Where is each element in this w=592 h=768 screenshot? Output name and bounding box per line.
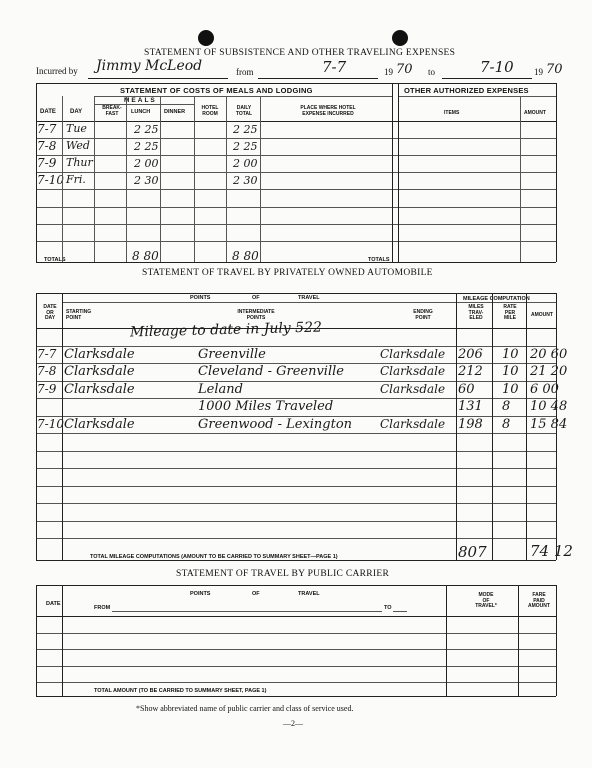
- auto-col-ending: ENDING POINT: [413, 309, 433, 321]
- meal-row-lunch: 2 30: [134, 174, 159, 188]
- auto-total-amount: 74 12: [530, 542, 573, 560]
- auto-note-row: Mileage to date in July 522: [129, 319, 323, 341]
- mileage-computation-label: MILEAGE COMPUTATION: [463, 296, 530, 302]
- auto-row-miles: 60: [458, 381, 475, 397]
- grid-vline: [160, 96, 161, 262]
- grid-vline: [556, 293, 557, 560]
- carrier-row-line: [36, 649, 556, 650]
- meal-row-line: [36, 224, 556, 225]
- meal-row-line: [36, 138, 556, 139]
- auto-row-amount: 15 84: [530, 416, 568, 432]
- auto-row-date: 7-7: [37, 346, 57, 361]
- grid-vline: [36, 585, 37, 696]
- meal-row-day: Tue: [66, 122, 87, 135]
- to-value: 7-10: [480, 58, 514, 76]
- grid-vline: [94, 96, 95, 262]
- other-expenses-heading: OTHER AUTHORIZED EXPENSES: [404, 86, 529, 95]
- auto-row-rate: 8: [502, 416, 511, 432]
- meal-row-total: 2 00: [233, 157, 258, 171]
- carrier-row-line: [36, 666, 556, 667]
- meal-row-line: [36, 189, 556, 190]
- col-breakfast: BREAK- FAST: [102, 105, 122, 117]
- grid-vline: [226, 96, 227, 262]
- year-value-2: 70: [546, 62, 563, 77]
- carrier-header-bottom: [36, 616, 556, 617]
- grid-vline: [62, 96, 63, 262]
- grid-vline: [398, 83, 399, 262]
- meals-bottom-border: [36, 262, 556, 263]
- auto-col-miles: MILES TRAV- ELED: [468, 304, 484, 322]
- to-underline: [442, 78, 532, 79]
- auto-row-rate: 10: [502, 346, 519, 362]
- to-label: to: [428, 67, 436, 77]
- auto-bottom-border: [36, 560, 556, 561]
- auto-row-start: Clarksdale: [64, 381, 135, 397]
- meal-row-total: 2 25: [233, 123, 258, 136]
- auto-row-amount: 6 00: [530, 381, 559, 397]
- auto-row-mid: Greenwood - Lexington: [198, 416, 353, 432]
- from-underline: [258, 78, 378, 79]
- grid-vline: [36, 83, 37, 262]
- meal-row-lunch: 2 25: [134, 123, 159, 136]
- auto-row-amount: 21 20: [530, 364, 568, 379]
- col-hotel-room: HOTEL ROOM: [201, 105, 219, 117]
- other-subhead-line: [398, 96, 556, 97]
- meal-row-line: [36, 172, 556, 173]
- col-daily-total: DAILY TOTAL: [235, 105, 253, 117]
- auto-row-date: 7-10: [37, 416, 64, 431]
- carrier-from-label: FROM: [94, 605, 111, 611]
- auto-col-amount: AMOUNT: [531, 312, 553, 318]
- auto-row-miles: 206: [458, 346, 483, 362]
- auto-row-line: [36, 468, 556, 469]
- auto-row-miles: 131: [458, 399, 483, 414]
- carrier-date-label: DATE: [46, 601, 61, 607]
- grid-vline: [556, 83, 557, 262]
- grid-vline: [62, 293, 63, 560]
- meal-row-lunch: 2 25: [134, 140, 159, 154]
- grid-vline: [518, 585, 519, 696]
- meals-top-border: [36, 83, 556, 84]
- carrier-row-line: [36, 682, 556, 683]
- footnote: *Show abbreviated name of public carrier and class of service used.: [136, 704, 354, 713]
- punch-hole-left: [198, 30, 214, 46]
- auto-row-amount: 20 60: [530, 346, 568, 362]
- auto-row-miles: 198: [458, 416, 483, 432]
- grid-vline: [520, 96, 521, 262]
- carrier-mode-label: MODE OF TRAVEL*: [475, 592, 497, 610]
- auto-row-miles: 212: [458, 364, 483, 379]
- auto-row-rate: 10: [502, 381, 519, 397]
- grid-vline: [36, 293, 37, 560]
- auto-row-start: Clarksdale: [64, 416, 135, 432]
- auto-row-end: Clarksdale: [380, 416, 446, 431]
- grid-vline: [126, 96, 127, 262]
- meal-row-date: 7-9: [37, 156, 57, 171]
- carrier-total-label: TOTAL AMOUNT (TO BE CARRIED TO SUMMARY SHEET, PAGE 1): [94, 688, 267, 694]
- col-place: PLACE WHERE HOTEL EXPENSE INCURRED: [300, 105, 356, 117]
- grid-vline: [260, 96, 261, 262]
- carrier-to-underline: [393, 611, 407, 612]
- meal-row-day: Wed: [66, 139, 90, 153]
- col-day: DAY: [70, 109, 83, 115]
- auto-heading: STATEMENT OF TRAVEL BY PRIVATELY OWNED AUTOMOBILE: [142, 268, 433, 278]
- grid-vline: [556, 585, 557, 696]
- lunch-total: 8 80: [132, 249, 159, 263]
- col-date: DATE: [40, 109, 56, 115]
- carrier-of-label: OF: [252, 591, 260, 597]
- auto-row-end: Clarksdale: [380, 381, 446, 396]
- page-number: —2—: [283, 719, 303, 728]
- grid-vline: [492, 293, 493, 560]
- auto-row-line: [36, 486, 556, 487]
- form-title: STATEMENT OF SUBSISTENCE AND OTHER TRAVELING EXPENSES: [144, 48, 456, 58]
- auto-row-mid: Cleveland - Greenville: [198, 364, 344, 379]
- auto-row-amount: 10 48: [530, 399, 568, 414]
- auto-row-line: [36, 433, 556, 434]
- daily-total-sum: 8 80: [232, 249, 259, 263]
- carrier-from-underline: [112, 611, 382, 612]
- incurred-by-value: Jimmy McLeod: [96, 58, 203, 74]
- auto-total-miles: 807: [458, 543, 487, 561]
- auto-row-rate: 8: [502, 399, 511, 414]
- auto-travel-label: TRAVEL: [298, 295, 320, 301]
- auto-row-line: [36, 521, 556, 522]
- meal-row-date: 7-10: [37, 173, 64, 188]
- carrier-top-border: [36, 585, 556, 586]
- auto-row-date: 7-9: [37, 381, 57, 396]
- grid-vline: [392, 83, 393, 262]
- auto-col-rate: RATE PER MILE: [503, 304, 517, 322]
- year-prefix-2: 19: [534, 67, 543, 77]
- auto-row-line: [36, 503, 556, 504]
- meal-row-day: Fri.: [66, 173, 86, 187]
- meal-row-date: 7-7: [37, 122, 57, 136]
- grid-vline: [446, 585, 447, 696]
- from-label: from: [236, 67, 254, 77]
- meals-heading: STATEMENT OF COSTS OF MEALS AND LODGING: [120, 86, 313, 95]
- auto-row-rate: 10: [502, 364, 519, 379]
- meal-row-total: 2 25: [233, 140, 258, 154]
- grid-vline: [456, 293, 457, 560]
- auto-row-mid: Leland: [198, 381, 243, 397]
- meal-row-line: [36, 241, 556, 242]
- carrier-bottom-border: [36, 696, 556, 697]
- auto-points-label: POINTS: [190, 295, 211, 301]
- meal-row-day: Thur: [66, 156, 93, 170]
- auto-top-border: [36, 293, 556, 294]
- meal-row-lunch: 2 00: [134, 157, 159, 171]
- auto-row-mid: Greenville: [198, 346, 266, 362]
- carrier-to-label: TO: [384, 605, 392, 611]
- auto-row-date: 7-8: [37, 364, 57, 378]
- carrier-row-line: [36, 633, 556, 634]
- auto-row-start: Clarksdale: [64, 364, 135, 379]
- col-items: ITEMS: [444, 110, 460, 116]
- auto-of-label: OF: [252, 295, 260, 301]
- meal-row-line: [36, 155, 556, 156]
- grid-vline: [194, 96, 195, 262]
- carrier-travel-label: TRAVEL: [298, 591, 320, 597]
- other-totals-label: TOTALS: [368, 257, 390, 263]
- auto-row-line: [36, 538, 556, 539]
- meal-row-line: [36, 207, 556, 208]
- carrier-fare-label: FARE PAID AMOUNT: [528, 592, 550, 610]
- col-lunch: LUNCH: [131, 109, 151, 115]
- meals-header-bottom: [36, 121, 556, 122]
- auto-col-date: DATE OR DAY: [43, 304, 57, 322]
- meals-group-label: MEALS: [124, 97, 157, 104]
- auto-row-end: Clarksdale: [380, 346, 446, 361]
- meal-row-date: 7-8: [37, 139, 57, 154]
- meal-row-total: 2 30: [233, 174, 258, 188]
- meals-totals-label: TOTALS: [44, 257, 66, 263]
- auto-row-mid: 1000 Miles Traveled: [198, 399, 334, 414]
- carrier-heading: STATEMENT OF TRAVEL BY PUBLIC CARRIER: [176, 569, 390, 579]
- auto-row-line: [36, 451, 556, 452]
- auto-subhead-line: [62, 302, 556, 303]
- punch-hole-right: [392, 30, 408, 46]
- auto-col-starting: STARTING POINT: [66, 309, 92, 321]
- grid-vline: [526, 293, 527, 560]
- grid-vline: [62, 585, 63, 696]
- from-value: 7-7: [322, 58, 347, 76]
- col-dinner: DINNER: [164, 109, 186, 115]
- incurred-by-underline: [88, 78, 228, 79]
- auto-row-start: Clarksdale: [64, 346, 135, 362]
- col-amount: AMOUNT: [524, 110, 546, 116]
- auto-row-end: Clarksdale: [380, 364, 446, 378]
- year-value-1: 70: [396, 62, 413, 77]
- auto-total-label: TOTAL MILEAGE COMPUTATIONS (AMOUNT TO BE CARRIED TO SUMMARY SHEET—PAGE 1): [90, 554, 338, 560]
- auto-col-intermediate: INTERMEDIATE POINTS: [237, 309, 275, 321]
- year-prefix-1: 19: [384, 67, 393, 77]
- carrier-points-label: POINTS: [190, 591, 211, 597]
- incurred-by-label: Incurred by: [36, 66, 78, 76]
